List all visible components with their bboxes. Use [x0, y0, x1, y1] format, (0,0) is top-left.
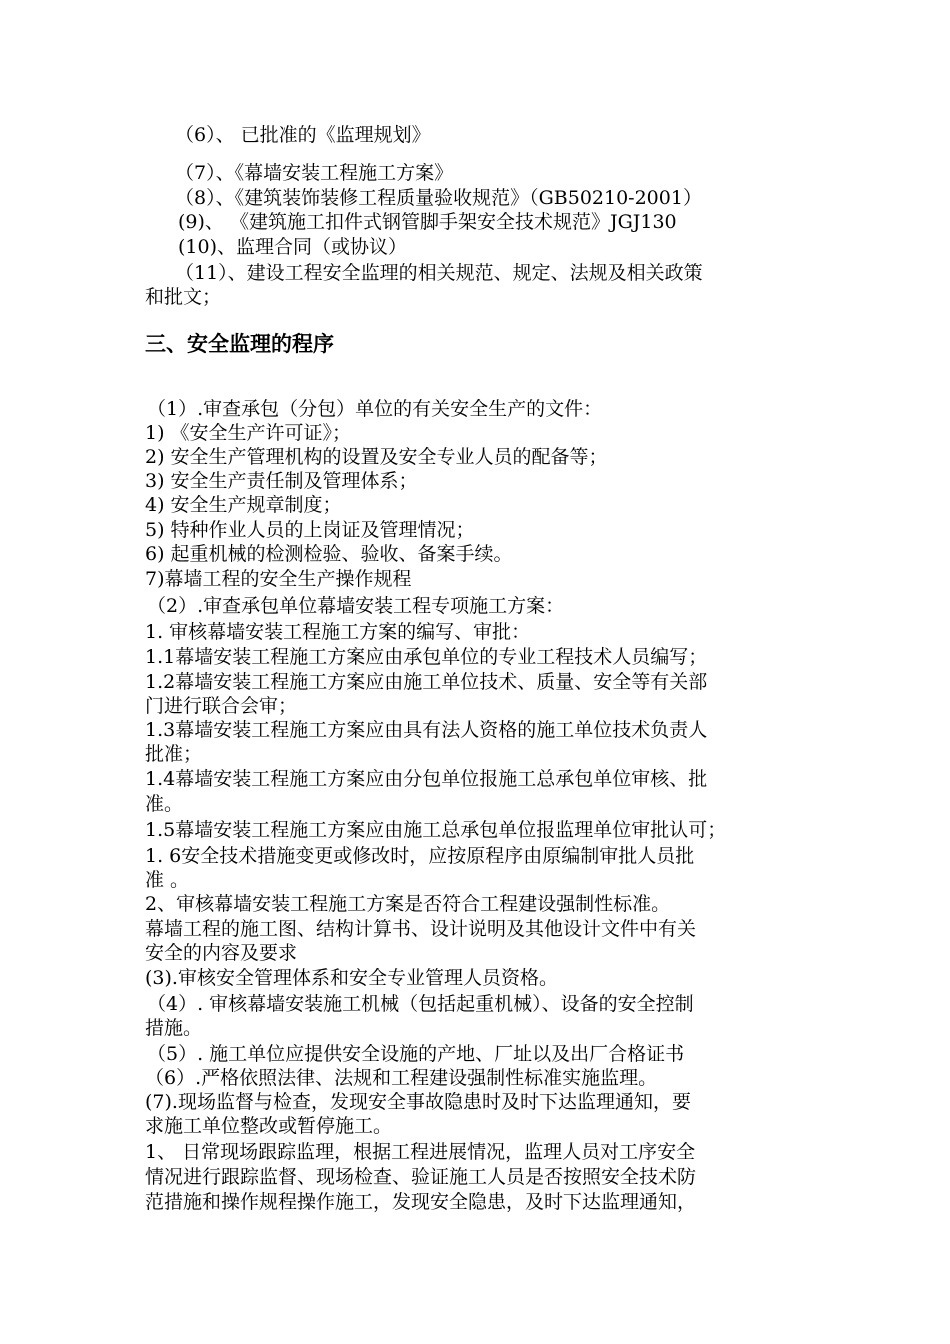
body-line: 2、审核幕墙安装工程施工方案是否符合工程建设强制性标准。: [145, 893, 671, 915]
body-line: 准。: [145, 793, 184, 815]
body-line: 7)幕墙工程的安全生产操作规程: [145, 568, 412, 590]
reference-item: （6）、 已批准的《监理规划》: [175, 124, 431, 146]
body-line: （5）. 施工单位应提供安全设施的产地、厂址以及出厂合格证书: [147, 1043, 685, 1065]
body-line: 3) 安全生产责任制及管理体系；: [145, 470, 418, 492]
body-line: 求施工单位整改或暂停施工。: [145, 1115, 393, 1137]
body-line: 6) 起重机械的检测检验、验收、备案手续。: [145, 543, 513, 565]
reference-item: （11）、建设工程安全监理的相关规范、规定、法规及相关政策: [175, 262, 703, 284]
body-line: 1.3幕墙安装工程施工方案应由具有法人资格的施工单位技术负责人: [145, 719, 708, 741]
body-line: 1) 《安全生产许可证》；: [145, 422, 352, 444]
body-line: 措施。: [145, 1017, 203, 1039]
body-line: （6）.严格依照法律、法规和工程建设强制性标准实施监理。: [145, 1067, 658, 1089]
body-line: 幕墙工程的施工图、结构计算书、设计说明及其他设计文件中有关: [145, 918, 697, 940]
section-title: 三、安全监理的程序: [145, 332, 334, 356]
body-line: 1.4幕墙安装工程施工方案应由分包单位报施工总承包单位审核、批: [145, 768, 708, 790]
body-line: 1. 审核幕墙安装工程施工方案的编写、审批：: [145, 621, 531, 643]
body-line: 5) 特种作业人员的上岗证及管理情况；: [145, 519, 475, 541]
body-line: (3).审核安全管理体系和安全专业管理人员资格。: [145, 967, 558, 989]
reference-item: （8）、《建筑装饰装修工程质量验收规范》（GB50210-2001）: [175, 187, 702, 209]
reference-item: (9)、 《建筑施工扣件式钢管脚手架安全技术规范》JGJ130: [178, 211, 677, 233]
body-line: 1、 日常现场跟踪监理，根据工程进展情况，监理人员对工序安全: [145, 1141, 696, 1163]
body-line: 范措施和操作规程操作施工，发现安全隐患，及时下达监理通知，: [145, 1191, 697, 1213]
body-line: (7).现场监督与检查，发现安全事故隐患时及时下达监理通知，要: [145, 1091, 691, 1113]
body-line: （2）.审查承包单位幕墙安装工程专项施工方案：: [147, 595, 565, 617]
reference-item: （7）、《幕墙安装工程施工方案》: [175, 162, 454, 184]
body-line: 2) 安全生产管理机构的设置及安全专业人员的配备等；: [145, 446, 608, 468]
body-line: 安全的内容及要求: [145, 942, 298, 964]
body-line: 批准；: [145, 743, 203, 765]
body-line: （1）.审查承包（分包）单位的有关安全生产的文件：: [147, 398, 603, 420]
body-line: 准 。: [145, 869, 190, 891]
body-line: 1.5幕墙安装工程施工方案应由施工总承包单位报监理单位审批认可；: [145, 819, 727, 841]
reference-item-continuation: 和批文；: [145, 286, 222, 308]
body-line: 1.1幕墙安装工程施工方案应由承包单位的专业工程技术人员编写；: [145, 646, 708, 668]
body-line: 情况进行跟踪监督、现场检查、验证施工人员是否按照安全技术防: [145, 1166, 697, 1188]
body-line: 4) 安全生产规章制度；: [145, 494, 342, 516]
reference-item: (10)、监理合同（或协议）: [178, 236, 408, 258]
body-line: 门进行联合会审；: [145, 695, 298, 717]
body-line: （4）. 审核幕墙安装施工机械（包括起重机械）、设备的安全控制: [147, 993, 694, 1015]
body-line: 1. 6安全技术措施变更或修改时，应按原程序由原编制审批人员批: [145, 845, 695, 867]
body-line: 1.2幕墙安装工程施工方案应由施工单位技术、质量、安全等有关部: [145, 671, 708, 693]
